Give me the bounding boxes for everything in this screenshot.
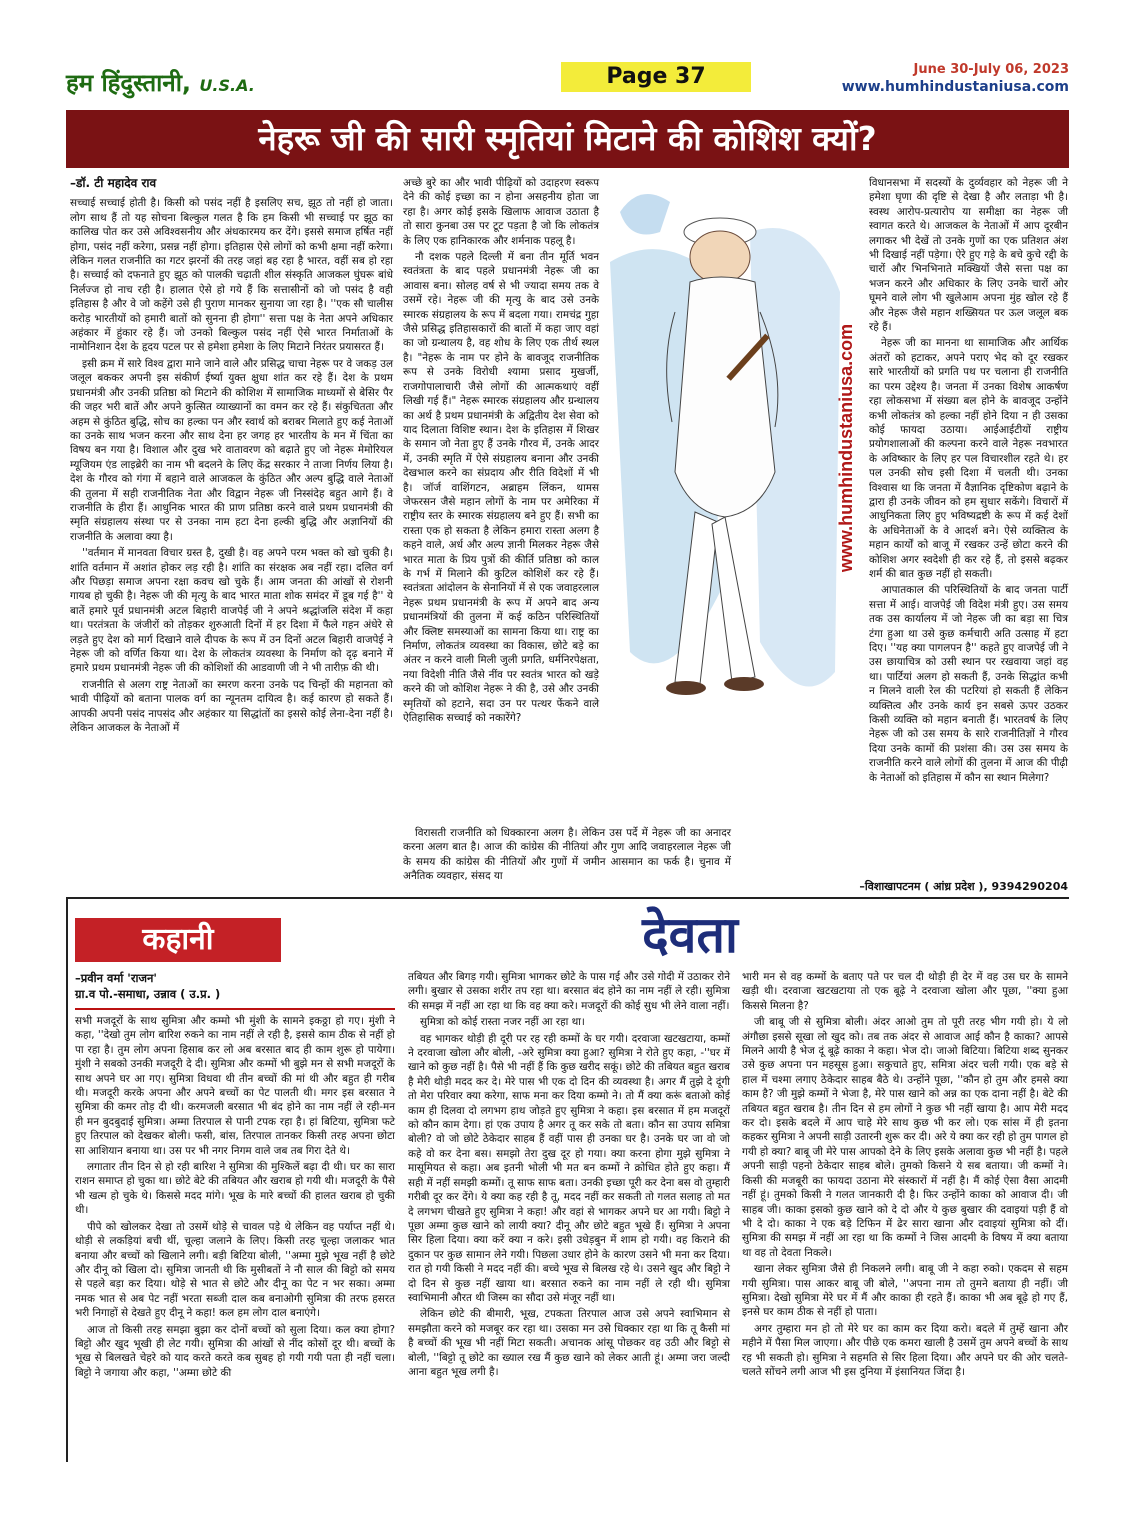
article-paragraph: नौ दशक पहले दिल्ली में बना तीन मूर्ति भवन स्वतंत्रता के बाद पहले प्रधानमंत्री नेहरू जी का आवास बना। सोलह वर्ष से भी ज्यादा समय तक वे उसमें रहे। नेहरू जी की मृत्यु के बाद उसे उनके स्मारक संग्रहालय के रूप में बदला गया। रामचंद्र गुहा जैसे प्रसिद्ध इतिहासकारों की बातों में कहा जाए वहां का जो ग्रन्थालय है, वह शोध के लिए एक तीर्थ स्थल है। "नेहरू के नाम पर होने के बावजूद राजनीतिक रूप से उनके विरोधी श्यामा प्रसाद मुखर्जी, राजगोपालाचारी जैसे लोगों की आत्मकथाएं वहीं लिखी गई हैं।" नेहरू स्मारक संग्रहालय और ग्रन्थालय का अर्थ है प्रथम प्रधानमंत्री के अद्वितीय देश सेवा को याद दिलाता विशिष्ट स्थान। देश के इतिहास में शिखर के समान जो नेता हुए हैं उनके गौरव में, उनके आदर में, उनकी स्मृति में ऐसे संग्रहालय बनाना और उनकी देखभाल करने का संप्रदाय और रीति विदेशों में भी है। जॉर्ज वाशिंगटन, अब्राहम लिंकन, थामस जेफरसन जैसे महान लोगों के नाम पर अमेरिका में राष्ट्रीय स्तर के स्मारक संग्रहालय बने हुए हैं। सभी का रास्ता एक हो सकता है लेकिन हमारा रास्ता अलग है कहने वाले, अर्ध और अल्प ज्ञानी मिलकर नेहरू जैसे भारत माता के प्रिय पुत्रों की कीर्ति प्रतिष्ठा को काल के गर्भ में मिलाने की कुटिल कोशिशें कर रहे हैं। स्वतंत्रता आंदोलन के सेनानियों में से एक जवाहरलाल नेहरू प्रथम प्रधानमंत्री के रूप में अपने बाद अन्य प्रधानमंत्रियों की तुलना में कई कठिन परिस्थितियों और क्लिष्ट समस्याओं का सामना किया था। राष्ट्र का निर्माण, लोकतंत्र व्यवस्था का विकास, छोटे बड़े का अंतर न करने वाली मिली जुली प्रगति, धर्मनिरपेक्षता, नया विदेशी नीति जैसे नींव पर स्वतंत्र भारत को खड़े करने की जो कोशिश नेहरू ने की है, उसे और उनकी स्मृतियों को हटाने, सदा उन पर पत्थर फेंकने वाले ऐतिहासिक सच्चाई को नकारेंगे? [403, 251, 599, 725]
article-column-2 [403, 176, 599, 725]
brand-name: हम हिंदुस्तानी, [66, 69, 192, 97]
story-paragraph: पीपे को खोलकर देखा तो उसमें थोड़े से चावल पड़े थे लेकिन वह पर्याप्त नहीं थे। थोड़ी से लकड़ियां बची थीं, चूल्हा जलाने के लिए। किसी तरह चूल्हा जलाकर भात बनाया और बच्चों को खिलाने लगी। बड़ी बिटिया बोली, ''अम्मा मुझे भूख नहीं है छोटे और दीनू को खिला दो। सुमित्रा जानती थी कि मुसीबतों ने नौ साल की बिट्टो को समय से पहले बड़ा कर दिया। थोड़े से भात से छोटे और दीनू का पेट न भर सका। अम्मा नमक भात से अब पेट नहीं भरता सब्जी दाल कब बनाओगी सुमित्रा की तरफ हसरत भरी निगाहों से देखते हुए दीनू ने कहा! कल हम लोग दाल बनाएंगे। [75, 1220, 395, 1320]
article-column-2-bottom [403, 826, 731, 894]
article-paragraph: इसी क्रम में सारे विश्व द्वारा माने जाने वाले और प्रसिद्ध चाचा नेहरू पर वे जकड़ उल जलूल बककर अपनी इस संकीर्ण ईर्ष्या युक्त क्षुधा शांत कर रहे हैं। देश के प्रथम प्रधानमंत्री और उनकी प्रतिष्ठा को मिटाने की कोशिश में सामाजिक माध्यमों से बेसिर पैर की जहर भरी बातें और अपने कुत्सित व्याख्यानों का वमन कर रहे हैं। संकुचितता और अहम से कुंठित बुद्धि, सोच का हल्का पन और स्वार्थ को बराबर मिलाते हुए कई नेताओं का उनके साथ भजन करना और साथ देना हर जगह हर भारतीय के मन में चिंता का विषय बन गया है। विशाल और दुख भरे वातावरण को बढ़ाते हुए जो नेहरू मेमोरियल म्यूजियम एंड लाइब्रेरी का नाम भी बदलने के लिए केंद्र सरकार ने ताजा निर्णय लिया है। देश के गौरव को गंगा में बहाने वाले आजकल के कुंठित और अल्प बुद्धि वाले नेताओं की तुलना में सही राजनीतिक नेता और विद्वान नेहरू जी निस्संदेह बहुत आगे हैं। वे राजनीति के हीरा हैं। आधुनिक भारत की प्राण प्रतिष्ठा करने वाले प्रथम प्रधानमंत्री की स्मृति संग्रहालय संस्था पर से उनका नाम हटा देना हल्की बुद्धि और अज्ञानियों की राजनीति के अलावा क्या है। [70, 357, 393, 543]
article-paragraph: विधानसभा में सदस्यों के दुर्व्यवहार को नेहरू जी ने हमेशा घृणा की दृष्टि से देखा है और लताड़ा भी है। स्वस्थ आरोप-प्रत्यारोप या समीक्षा का नेहरू जी स्वागत करते थे। आजकल के नेताओं में आप दूरबीन लगाकर भी देखें तो उनके गुणों का एक प्रतिशत अंश भी दिखाई नहीं पड़ेगा। ऐरे हुए गड़े के बचे कुचे रद्दी के चारों और भिनभिनाते मक्खियों जैसे सत्ता पक्ष का भजन करने और अधिकार के लिए उनके चारों ओर घूमने वाले लोग भी खुलेआम अपना मुंह खोल रहे हैं और नेहरू जैसे महान शख्सियत पर ऊल जलूल बक रहे हैं। [869, 177, 1068, 334]
section-border [66, 897, 68, 1462]
story-paragraph: तबियत और बिगड़ गयी। सुमित्रा भागकर छोटे के पास गई और उसे गोदी में उठाकर रोने लगी। बुखार से उसका शरीर तप रहा था। बरसात बंद होने का नाम नहीं ले रही। सुमित्रा की समझ में नहीं आ रहा था कि वह क्या करे। मजदूरों की कोई सुध भी लेने वाला नहीं। [408, 971, 730, 1012]
vertical-site-url [835, 178, 859, 718]
svg-text:www.humhindustaniusa.com: www.humhindustaniusa.com [836, 323, 856, 573]
article-column-3 [869, 176, 1068, 784]
section-divider [66, 897, 1069, 899]
article-paragraph: अच्छे बुरे का और भावी पीढ़ियों को उदाहरण स्वरूप देने की कोई इच्छा का न होना असहनीय होता जा रहा है। अगर कोई इसके खिलाफ आवाज उठाता है तो सारा कुनबा उस पर टूट पड़ता है जो कि लोकतंत्र के लिए एक हानिकारक और शर्मनाक पहलू है। [403, 177, 599, 247]
story-column-1 [75, 1014, 395, 1464]
story-paragraph: जी बाबू जी से सुमित्रा बोली। अंदर आओ तुम तो पूरी तरह भीग गयी हो। ये लो अंगौछा इससे सूखा लो खुद को। तब तक अंदर से आवाज आई कौन है काका? आपसे मिलने आयी है भेज दूं बूढ़े काका ने कहा। भेज दो। जाओ बिटिया। बिटिया शब्द सुनकर उसे कुछ अपना पन महसूस हुआ। सकुचाते हुए, समित्रा अंदर चली गयी। एक बड़े से हाल में चश्मा लगाए ठेकेदार साहब बैठे थे। उन्होंने पूछा, ''कौन हो तुम और हमसे क्या काम है? जी मुझे कम्मों ने भेजा है, मेरे पास खाने को अन्न का एक दाना नहीं है। बेटे की तबियत बहुत खराब है। तीन दिन से हम लोगों ने कुछ भी नहीं खाया है। आप मेरी मदद कर दो। इसके बदले में आप चाहे मेरे साथ कुछ भी कर लो। एक सांस में ही इतना कहकर सुमित्रा ने अपनी साड़ी उतारनी शुरू कर दी। अरे ये क्या कर रही हो तुम पागल हो गयी हो क्या? बाबू जी मेरे पास आपको देने के लिए इसके अलावा कुछ भी नहीं है। पहले अपनी साड़ी पहनो ठेकेदार साहब बोले। तुमको किसने ये सब बताया। जी कम्मों ने। किसी की मजबूरी का फायदा उठाना मेरे संस्कारों में नहीं है। मैं कोई ऐसा वैसा आदमी नहीं हूं। तुमको किसी ने गलत जानकारी दी है। फिर उन्होंने काका को आवाज दी। जी साहब जी। काका इसको कुछ खाने को दे दो और ये कुछ बुखार की दवाइयां पड़ी हैं वो भी दे दो। काका ने एक बड़े टिफिन में ढेर सारा खाना और दवाइयां सुमित्रा को दीं। सुमित्रा की समझ में नहीं आ रहा था कि कम्मों ने जिस आदमी के विषय में क्या बताया था वह तो देवता निकले। [742, 1016, 1069, 1259]
story-title: देवता [642, 906, 738, 964]
article-paragraph: आपातकाल की परिस्थितियों के बाद जनता पार्टी सत्ता में आई। वाजपेई जी विदेश मंत्री हुए। उस समय तक उस कार्यालय में जो नेहरू जी का बड़ा सा चित्र टंगा हुआ था उसे कुछ कर्मचारी अति उत्साह में हटा दिए। ''यह क्या पागलपन है'' कहते हुए वाजपेई जी ने उस छायाचित्र को उसी स्थान पर रखवाया जहां वह था। पार्टियां अलग हो सकती हैं, उनके सिद्धांत कभी न मिलने वाली रेल की पटरियां हो सकती हैं लेकिन व्यक्तित्व और उनके कार्य इन सबसे ऊपर उठकर किसी व्यक्ति को महान बनाती हैं। भारतवर्ष के लिए नेहरू जी को उस समय के सारे राजनीतिज्ञों ने गौरव दिया उनके कामों की प्रशंसा की। उस उस समय के राजनीति करने वाले लोगों की तुलना में आज की पीढ़ी के नेताओं को इतिहास में कौन सा स्थान मिलेगा? [869, 584, 1068, 784]
site-url[interactable]: www.humhindustaniusa.com [841, 79, 1069, 95]
masthead [66, 62, 1069, 98]
story-author-block [75, 970, 220, 1002]
story-address: ग्रा.व पो.-समाधा, उन्नाव ( उ.प्र. ) [75, 987, 221, 1001]
page-number-box: Page 37 [561, 62, 751, 92]
article-headline: नेहरू जी की सारी स्मृतियां मिटाने की कोशिश क्यों? [66, 110, 1069, 168]
brand-logo [66, 66, 255, 99]
story-column-2 [408, 970, 730, 1464]
story-author: –प्रवीन वर्मा 'राजन' [75, 971, 157, 985]
article-paragraph: नेहरू जी का मानना था सामाजिक और आर्थिक अंतरों को हटाकर, अपने पराए भेद को दूर रखकर सारे भारतीयों को प्रगति पथ पर चलाना ही राजनीति का परम उद्देश्य है। जनता में उनका विशेष आकर्षण रहा लोकसभा में संख्या बल होने के बावजूद उन्होंने कभी लोकतंत्र को हल्का नहीं होने दिया न ही उसका कोई फायदा उठाया। आईआईटीयों राष्ट्रीय प्रयोगशालाओं की कल्पना करने वाले नेहरू नवभारत के अविष्कार के लिए हर पल विचारशील रहते थे। हर पल उनकी सोच इसी दिशा में चलती थी। उनका विश्वास था कि जनता में वैज्ञानिक दृष्टिकोण बढ़ाने के द्वारा ही उनके जीवन को हम सुधार सकेंगे। विचारों में आधुनिकता लिए हुए भविष्यद्रष्टी के रूप में कई देशों के अधिनेताओं के वे आदर्श बने। ऐसे व्यक्तित्व के महान कार्यों को बाजू में रखकर उन्हें छोटा करने की कोशिश अगर स्वदेशी ही कर रहे हैं, तो इससे बढ़कर शर्म की बात कुछ नहीं हो सकती। [869, 337, 1068, 580]
story-paragraph: भारी मन से वह कम्मों के बताए पते पर चल दी थोड़ी ही देर में वह उस घर के सामने खड़ी थी। दरवाजा खटखटाया तो एक बूढ़े ने दरवाजा खोला और पूछा, ''क्या हुआ किससे मिलना है? [742, 971, 1068, 1012]
nehru-illustration [600, 172, 862, 732]
article-paragraph: विरासती राजनीति को धिक्कारना अलग है। लेकिन उस पर्दे में नेहरू जी का अनादर करना अलग बात है। आज की कांग्रेस की नीतियां और गुण आदि जवाहरलाल नेहरू जी के समय की कांग्रेस की नीतियों और गुणों में जमीन आसमान का फर्क है। चुनाव में अनैतिक व्यवहार, संसद या [403, 827, 731, 883]
story-paragraph: खाना लेकर सुमित्रा जैसे ही निकलने लगी। बाबू जी ने कहा रुको। एकदम से सहम गयी सुमित्रा। पास आकर बाबू जी बोले, ''अपना नाम तो तुमने बताया ही नहीं। जी सुमित्रा। देखो सुमित्रा मेरे घर में मैं और काका ही रहते हैं। काका भी अब बूढ़े हो गए हैं, इनसे घर काम ठीक से नहीं हो पाता। [742, 1263, 1068, 1319]
article-column-1 [70, 176, 393, 894]
story-paragraph: अगर तुम्हारा मन हो तो मेरे घर का काम कर दिया करो। बदले में तुम्हें खाना और महीने में पैसा मिल जाएगा। और पीछे एक कमरा खाली है उसमें तुम अपने बच्चों के साथ रह भी सकती हो। सुमित्रा ने सहमति से सिर हिला दिया। और अपने घर की ओर चलते-चलते सोंचने लगी आज भी इस दुनिया में इंसानियत जिंदा है। [742, 1322, 1068, 1378]
article-byline: –डॉ. टी महादेव राव [70, 176, 157, 190]
story-paragraph: लेकिन छोटे की बीमारी, भूख, टपकता तिरपाल आज उसे अपने स्वाभिमान से समझौता करने को मजबूर कर रहा था। उसका मन उसे धिक्कार रहा था कि तू कैसी मां है बच्चों की भूख भी नहीं मिटा सकती। अचानक आंसू पोछकर वह उठी और बिट्टो से बोली, ''बिट्टो तू छोटे का ख्याल रख मैं कुछ खाने को लेकर आती हूं। अम्मा जरा जल्दी आना बहुत भूख लगी है। [408, 1308, 730, 1378]
story-paragraph: सभी मजदूरों के साथ सुमित्रा और कम्मो भी मुंशी के सामने इकठ्ठा हो गए। मुंशी ने कहा, ''देखो तुम लोग बारिश रुकने का नाम नहीं ले रही है, इससे काम ठीक से नहीं हो पा रहा है। तुम लोग अपना हिसाब कर लो अब बरसात बाद ही काम शुरू हो पायेगा। मुंशी ने सबको उनकी मजदूरी दे दी। सुमित्रा और कम्मों भी बुझे मन से सभी मजदूरों के साथ अपने घर आ गए। सुमित्रा विधवा थी तीन बच्चों की मां थी और बहुत ही गरीब थी। मजदूरी करके अपना और अपने बच्चों का पेट पालती थी। मगर इस बरसात ने सुमित्रा की कमर तोड़ दी थी। करमजली बरसात भी बंद होने का नाम नहीं ले रही-मन ही मन बुदबुदाई सुमित्रा। अम्मा तिरपाल से पानी टपक रहा है। हां बिटिया, सुमित्रा फटे हुए तिरपाल को देखकर बोली। फसी, बांस, तिरपाल तानकर किसी तरह अपना छोटा सा आशियान बनाया था। उस पर भी नगर निगम वाले जब तब गिरा देते थे। [75, 1015, 395, 1157]
article-paragraph: ''वर्तमान में मानवता विचार ग्रस्त है, दुखी है। वह अपने परम भक्त को खो चुकी है। शांति वर्तमान में अशांत होकर लड़ रही है। शांति का संरक्षक अब नहीं रहा। दलित वर्ग और पिछड़ा समाज अपना रक्षा कवच खो चुके हैं। आम जनता की आंखों से रोशनी गायब हो चुकी है। नेहरू जी की मृत्यु के बाद भारत माता शोक समंदर में डूब गई है'' ये बातें हमारे पूर्व प्रधानमंत्री अटल बिहारी वाजपेई जी ने अपने श्रद्धांजलि संदेश में कहा था। परतंत्रता के जंजीरों को तोड़कर शुरुआती दिनों में हर दिशा में फैले गहन अंधेरे से लड़ते हुए देश को मार्ग दिखाने वाले दीपक के रूप में उन दिनों अटल बिहारी वाजपेई ने नेहरू जी को वर्णित किया था। देश के लोकतंत्र व्यवस्था के निर्माण को दृढ़ बनाने में हमारे प्रथम प्रधानमंत्री नेहरू जी की कोशिशों की आडवाणी जी ने भी तारीफ़ की थी। [70, 547, 393, 675]
story-paragraph: सुमित्रा को कोई रास्ता नजर नहीं आ रहा था। [420, 1016, 585, 1029]
story-column-3 [742, 970, 1068, 1464]
article-column-3-bottom [742, 738, 1068, 894]
story-paragraph: लगातार तीन दिन से हो रही बारिश ने सुमित्रा की मुश्किलें बढ़ा दी थी। घर का सारा राशन समाप्त हो चुका था। छोटे बेटे की तबियत और खराब हो गयी थी। मजदूरी के पैसे भी खत्म हो चुके थे। किससे मदद मांगे। भूख के मारे बच्चों की हालत खराब हो चुकी थी। [75, 1161, 395, 1217]
brand-suffix: U.S.A. [199, 76, 255, 95]
issue-date: June 30-July 06, 2023 [913, 62, 1069, 77]
story-paragraph: आज तो किसी तरह समझा बुझा कर दोनों बच्चों को सुला दिया। कल क्या होगा? बिट्टो और खुद भूखी ही लेट गयी। सुमित्रा की आंखों से नींद कोसों दूर थी। बच्चों के भूख से बिलखते चेहरे को याद करते करते कब सुबह हो गयी गयी पता ही नहीं चला। बिट्टो ने जगाया और कहा, ''अम्मा छोटे की [75, 1323, 395, 1379]
section-label-kahani: कहानी [75, 918, 281, 962]
author-rule [75, 1008, 395, 1010]
article-paragraph: सच्चाई सच्चाई होती है। किसी को पसंद नहीं है इसलिए सच, झूठ तो नहीं हो जाता। लोग साथ हैं तो यह सोचना बिल्कुल गलत है कि हम किसी भी सच्चाई पर झूठ का कालिख पोत कर उसे अविश्वसनीय और अंधकारमय कर देंगे। इससे समाज हर्षित नहीं होगा, पसंद नहीं करेगा, प्रसन्न नहीं होगा। इतिहास ऐसे लोगों को कभी क्षमा नहीं करेगा। लेकिन गलत राजनीति का गटर झरनों की तरह जहां बह रहा है भारत, वहीं सब हो रहा है। सच्चाई को दफनाते हुए झूठ को पालकी चढ़ाती शील संस्कृति आजकल घुंघरू बांधे निर्लज्ज हो नाच रही है। हालात ऐसे हो गये हैं कि सत्तासीनों को जो पसंद है वही इतिहास है और वे जो कहेंगे उसे ही पुराण मानकर सुनाया जा रहा है। ''एक सौ चालीस करोड़ भारतीयों को हमारी बातों को सुनना ही होगा'' सत्ता पक्ष के नेता अपने अधिकार अहंकार में हुंकार रहे हैं। जो उनको बिल्कुल पसंद नहीं ऐसे भारत निर्माताओं के नामोनिशान देश के हृदय पटल पर से हमेशा हमेशा के लिए मिटाने निरंतर प्रयासरत हैं। [70, 197, 393, 354]
article-paragraph: राजनीति से अलग राष्ट्र नेताओं का स्मरण करना उनके पद चिन्हों की महानता को भावी पीढ़ियों को बताना पालक वर्ग का न्यूनतम दायित्व है। कई कारण हो सकते हैं। आपकी अपनी पसंद नापसंद और अहंकार या सिद्धांतों का इससे कोई लेना-देना नहीं है। लेकिन आजकल के नेताओं में [70, 678, 393, 735]
article-signoff: –विशाखापटनम ( आंध्र प्रदेश ), 9394290204 [859, 879, 1068, 893]
story-paragraph: वह भागकर थोड़ी ही दूरी पर रह रही कम्मों के घर गयी। दरवाजा खटखटाया, कम्मों ने दरवाजा खोला और बोली, -अरे सुमित्रा क्या हुआ? सुमित्रा ने रोते हुए कहा, -''घर में खाने को कुछ नहीं है। पैसे भी नहीं हैं कि कुछ खरीद सकूं। छोटे की तबियत बहुत खराब है मेरी थोड़ी मदद कर दे। मेरे पास भी एक दो दिन की व्यवस्था है। अगर मैं तुझे दे दूंगी तो मेरा परिवार क्या करेगा, साफ मना कर दिया कम्मो ने। तो मैं क्या करूं बताओ कोई काम ही दिलवा दो लगभग हाथ जोड़ते हुए सुमित्रा ने कहा। इस बरसात में हम मजदूरों को कौन काम देगा। हां एक उपाय है अगर तू कर सके तो बता। कौन सा उपाय समित्रा बोली? वो जो छोटे ठेकेदार साहब हैं वहीं पास ही उनका घर है। उनके घर जा वो जो कहे वो कर देना बस। समझो तेरा दुख दूर हो गया। क्या करना होगा मुझे सुमित्रा ने मासूमियत से कहा। अब इतनी भोली भी मत बन कम्मों ने क्रोधित होते हुए कहा। मैं सही में नहीं समझी कम्मों। तू साफ साफ बता। उनकी इच्छा पूरी कर देना बस वो तुम्हारी गरीबी दूर कर देंगे। ये क्या कह रही है तू, मदद नहीं कर सकती तो गलत सलाह तो मत दे लगभग चीखते हुए सुमित्रा ने कहा! और वहां से भागकर अपने घर आ गयी। बिट्टो ने पूछा अम्मा कुछ खाने को लायी क्या? दीनू और छोटे बहुत भूखे हैं। सुमित्रा ने अपना सिर हिला दिया। क्या करें क्या न करे। इसी उधेड़बुन में शाम हो गयी। वह किराने की दुकान पर कुछ सामान लेने गयी। पिछला उधार होने के कारण उसने भी मना कर दिया। रात हो गयी किसी ने मदद नहीं की। बच्चे भूख से बिलख रहे थे। उसने खुद और बिट्टो ने दो दिन से कुछ नहीं खाया था। बरसात रुकने का नाम नहीं ले रही थी। सुमित्रा स्वाभिमानी औरत थी जिस्म का सौदा उसे मंजूर नहीं था। [408, 1032, 730, 1304]
